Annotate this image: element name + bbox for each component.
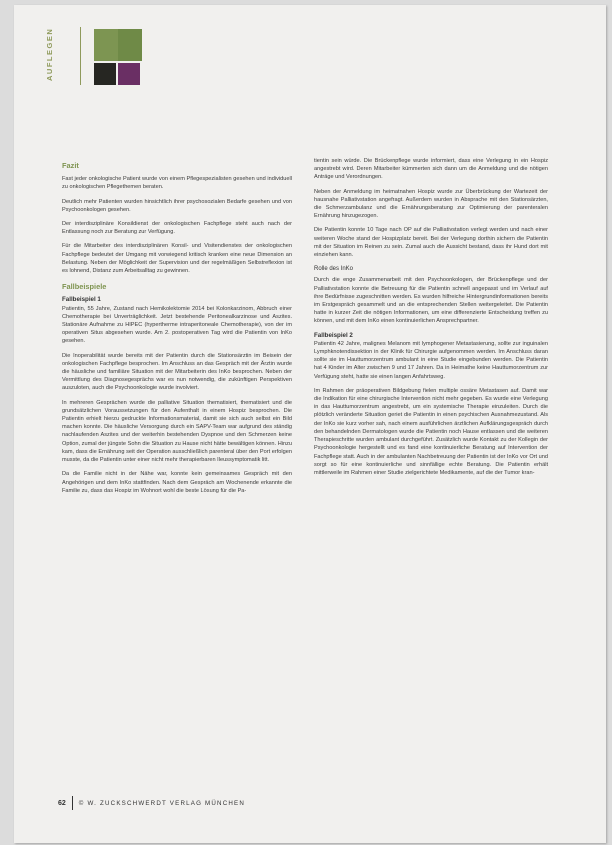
decorative-square-green	[94, 29, 118, 61]
page-footer	[58, 796, 245, 810]
publisher-credit: © W. ZUCKSCHWERDT VERLAG MÜNCHEN	[78, 799, 246, 807]
paragraph: tientin sein würde. Die Brückenpflege wurde informiert, dass eine Verlegung in ein Hospiz angestrebt wird. Deren Mitarbeiter kümmerten sich dann um die Anmeldung und die nötigen Anträge und Verordnungen.	[314, 158, 548, 181]
decorative-line	[80, 27, 81, 85]
paragraph: Fast jeder onkologische Patient wurde von einem Pflegespezialisten gesehen und individuell zu onkologischen Pflegethemen beraten.	[62, 176, 292, 191]
paragraph: Im Rahmen der präoperativen Bildgebung fielen multiple ossäre Metastasen auf. Damit war die Indikation für eine chirurgische Intervention nicht mehr gegeben. Es wurde eine Verlegung in das Hauttumorzentrum angestrebt, um ein systemische Therapie einzuleiten. Durch die plötzlich veränderte Situation geriet die Patientin in einen psychischen Ausnahmezustand. Als der InKo sie kurz vorher sah, nach einem ausführlichen ärztlichen Aufklärungsgespräch durch den behandelnden Dermatologen wurde die Patientin noch Hause entlassen und die weiteren Therapieschritte wurden ambulant durchgeführt. Zusätzlich wurde Kontakt zu der Kollegin der Psychoonkologie hergestellt und es fand eine kontinuierliche Beratung auf Intervention der Fachpflege statt. Auch in der ambulanten Nachbetreuung der Patientin ist der InKo vor Ort und sorgt so für eine kontinuierliche und sinnfällige echte Beratung. Die Patientin erhält mittlerweile im Rahmen einer Studie zielgerichtete Medikamente, auf die der Tumor kran-	[314, 387, 548, 476]
paragraph: Patientin 42 Jahre, malignes Melanom mit lymphogener Metastasierung, sollte zur inguinalen Lymphknotendissektion in der Klinik für Chirurgie aufgenommen werden. Im Anschluss daran sollte sie im Hauttumorzentrum ambulant in eine Studie eingebunden werden. Die Patientin hat 4 Kinder im Alter zwischen 9 und 17 Jahren. Da in Heimathe keine Hauttumorzentrum zur Verfügung steht, hatte sie einen langen Anfahrtsweg.	[314, 340, 548, 380]
page-number: 62	[58, 799, 66, 807]
heading-fallbeispiele: Fallbeispiele	[62, 282, 107, 292]
paragraph: In mehreren Gesprächen wurde die palliative Situation thematisiert, thematisiert und die grundsätzlichen Voraussetzungen für den Aufenthalt in einem Hospiz besprochen. Die Patientin erhielt hierzu gedruckte Informationsmaterial, damit sie sich auch selbst ein Bild machen konnte. Die häusliche Versorgung durch ein SAPV-Team war aufgrund des ständig nachlaufenden Aszites und der weiterhin bestehenden Dyspnoe und den Schmerzen keine Option, zumal der jüngste Sohn die Situation zu Hause nicht hätte bewältigen können. Hinzu kam, dass die Ernährung seit der Operation ausschließlich parenteral über den Port erfolgen musste, da die Patientin unter einer nicht mehr therapierbaren Ileussymptomatik litt.	[62, 399, 292, 464]
right-column	[314, 157, 548, 483]
paragraph: Der interdisziplinäre Konsildienst der onkologischen Fachpflege steht auch nach der Entlassung noch zur Beratung zur Verfügung.	[62, 221, 292, 236]
paragraph: Neben der Anmeldung im heimatnahen Hospiz wurde zur Überbrückung der Wartezeit der hausnahe Palliativstation angefragt. Außerdem wurden in Absprache mit den Stationsärzten, die Schmerzambulanz und die Ernährungsberatung zur Optimierung der parenteralen Ernährung hinzugezogen.	[314, 188, 548, 220]
decorative-square-purple	[118, 63, 140, 85]
paragraph: Die Patientin konnte 10 Tage nach OP auf die Palliativstation verlegt werden und nach einer weiteren Woche stand der Hospizplatz bereit. Bei der Verlegung dorthin sichern die Patientin mit der Situation im Reinen zu sein. Zumal auch die Aussicht bestand, dass ihr Hund dort mit einziehen kann.	[314, 227, 548, 259]
paragraph: Durch die enge Zusammenarbeit mit den Psychoonkologen, der Brückenpflege und der Palliativstation konnte die Betreuung für die Patientin schnell angepasst und im Verlauf auf ihre Bedürfnisse zugeschnitten werden. Es wurden hilfreiche Hintergrundinformationen bereits im Erstgespräch gesammelt und an die entsprechenden Stellen weitergeleitet. Die Patientin hatte in kurzer Zeit die nötigen Informationen, um eine differenzierte Entscheidung treffen zu können, und mit dem InKo einen kontinuierlichen Ansprechpartner.	[314, 277, 548, 325]
footer-divider	[72, 796, 73, 810]
heading-fazit: Fazit	[62, 161, 79, 170]
case-1-title: Fallbeispiel 1	[62, 296, 101, 304]
case-2-title: Fallbeispiel 2	[314, 331, 353, 339]
paragraph: Für die Mitarbeiter des interdisziplinären Konsil- und Visitendienstes der onkologischen Fachpflege bedeutet der Umgang mit vorwiegend kritisch kranken eine neue Dimension an Belastung. Neben der Möglichkeit der Supervision und der regelmäßigen Selbstreflexion ist es lohnend, Distanz zum Arbeitsalltag zu gewinnen.	[62, 243, 292, 275]
section-tab-label: AUFLEGEN	[45, 27, 54, 81]
paragraph: Deutlich mehr Patienten wurden hinsichtlich ihrer psychosozialen Bedarfe gesehen und von Psychoonkologen gesehen.	[62, 198, 292, 213]
subheading-rolle: Rolle des InKo	[314, 266, 354, 273]
decorative-square-green-2	[118, 29, 142, 61]
paragraph: Patientin, 55 Jahre, Zustand nach Hemikolektomie 2014 bei Kolonkarzinom, Abbruch einer Chemotherapie bei Unverträglichkeit. Jetzt bestehende Peritonealkarzinose und Aszites. Stationäre Aufnahme zu HIPEC (hypertherme intraperitoneale Chemotherapie), von der im operativen Situs abgesehen wurde. Am 2. postoperativen Tag wird die Patientin von InKo gesehen.	[62, 305, 292, 345]
paragraph: Da die Familie nicht in der Nähe war, konnte kein gemeinsames Gespräch mit den Angehörigen und dem InKo stattfinden. Nach dem Gespräch am Wochenende erkannte die Familie zu, dass das Hospiz im Wohnort wohl die beste Lösung für die Pa-	[62, 471, 292, 494]
left-column	[62, 162, 292, 501]
decorative-square-black	[94, 63, 116, 85]
paragraph: Die Inoperabilität wurde bereits mit der Patientin durch die Stationsärztin im Beisein der onkologischen Fachpflege besprochen. Im Anschluss an das Gespräch mit der Ärztin wurde die häusliche und familiäre Situation mit der Mitarbeiterin des InKo besprochen. Neben der Vermittlung des Diagnosegesprächs war es nun notwendig, die zukünftigen Perspektiven auszuloten, auch die Psychoonkologie wurde involviert.	[62, 352, 292, 392]
